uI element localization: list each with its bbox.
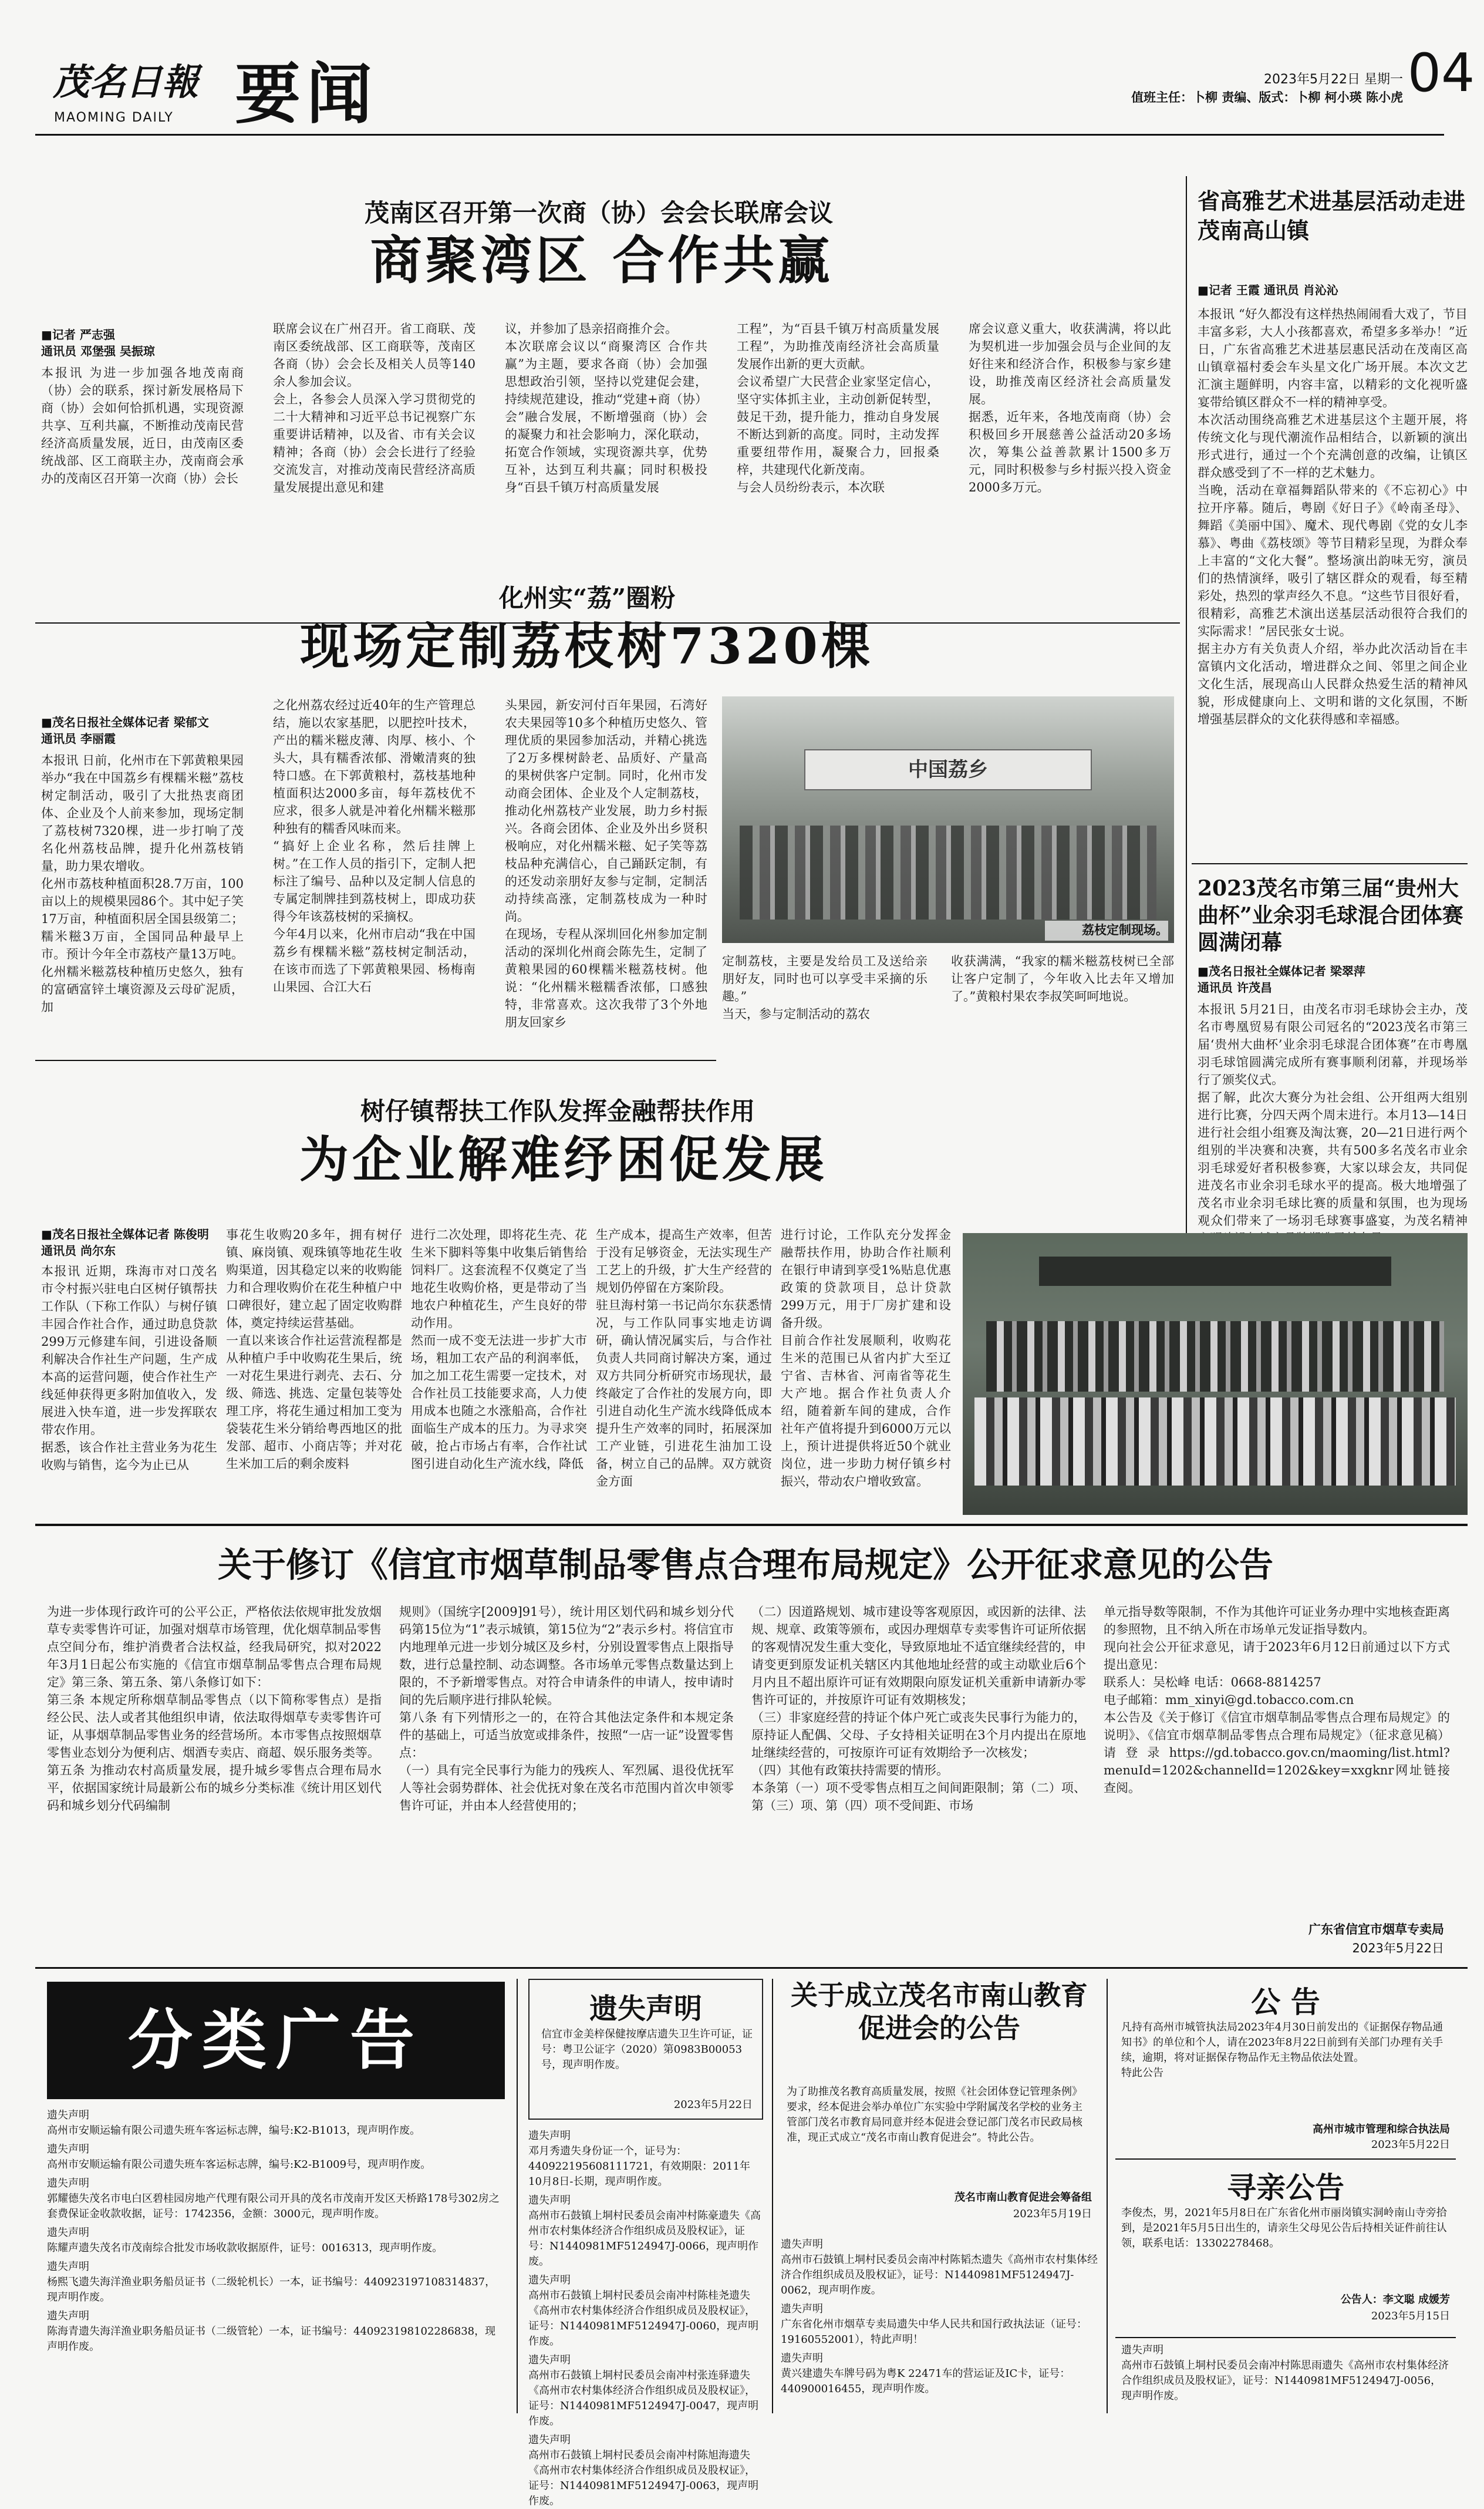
story2-col-1: 本报讯 日前，化州市在下郭黄粮果园举办“我在中国荔乡有棵糯米糍”荔枝树定制活动，吸引了大批热衷商团体、企业及个人前来参加，现场定制了荔枝树7320棵，进一步打响了茂名化州荔枝品牌，提升化州荔枝销量，助力果农增收。 化州市荔枝种植面积28.7万亩，100亩以上的规模果园86个。其中妃子笑17万亩，种植面积居全国县级第二；糯米糍3万亩，全国同品种最早上市。预计今年全市荔枝产量13万吨。化州糯米糍荔枝种植历史悠久，独有的富硒富锌土壤资源及云母矿泥质，加	[41, 753, 244, 1014]
photo-players-row2	[974, 1397, 1456, 1486]
announcement	[1115, 1979, 1456, 2155]
divider	[1115, 2337, 1456, 2338]
lost-notice-box	[528, 1979, 763, 2120]
divider	[1115, 2158, 1456, 2160]
story1-col-1: 本报讯 为进一步加强各地茂南商（协）会的联系，探讨新发展格局下商（协）会如何恰抓机遇，实现资源共享、互利共赢，不断推动茂南民营经济高质量发展，近日，由茂南区委统战部、区工商联主办，茂南商会承办的茂南区召开第一次商（协）会长	[41, 366, 244, 486]
column-divider	[1107, 1979, 1108, 2413]
story1-byline: ■记者 严志强 通讯员 邓堡强 吴振琼	[41, 328, 155, 358]
right-lost-notices	[781, 2237, 1098, 2413]
badminton-group-photo	[963, 1233, 1468, 1515]
tobacco-notice-col-1: 为进一步体现行政许可的公平公正，严格依法依规审批发放烟草专卖零售许可证，加强对烟草市场管理，优化烟草制品零售点空间分布，维护消费者合法权益，经我局研究，拟对2022年3月1日起公布实施的《信宜市烟草制品零售点合理布局规定》第三条、第五条、第八条修订如下： 第三条 本规定所称烟草制品零售点（以下简称零售点）是指经公民、法人或者其他组织申请，依法取得烟草专卖零售许可证，从事烟草制品零售业务的经营场所。本市零售点按照烟草零售业态划分为便利店、烟酒专卖店、商超、娱乐服务类等。 第五条 为推动农村高质量发展，提升城乡零售点合理布局水平，依据国家统计局最新公布的城乡分类标准《统计用区划代码和城乡划分代码编制	[47, 1605, 382, 1813]
lost-notice-date: 2023年5月22日	[673, 2099, 753, 2111]
lost-notice: 遗失声明 广东省化州市烟草专卖局遗失中华人民共和国行政执法证（证号：19160552001），特此声明！	[781, 2303, 1087, 2346]
section-title: 要闻	[235, 56, 378, 133]
edu-notice-text: 为了助推茂名教育高质量发展，按照《社会团体登记管理条例》要求，经本促进会举办单位广东实验中学附属茂名学校的业务主管部门茂名市教育局同意并经本促进会登记部门茂名市民政局核准，现正式成立“茂名市南山教育促进会”。特此公告。	[787, 2086, 1082, 2144]
story2-bottom-col-1: 定制荔枝，主要是发给员工及送给亲朋好友，同时也可以享受丰采摘的乐趣。” 当天，参与定制活动的荔农	[722, 954, 928, 1021]
lost-notice: 遗失声明 黄兴建遗失车牌号码为粤K 22471车的营运证及IC卡，证号：440900016455，现声明作废。	[781, 2352, 1071, 2395]
tobacco-notice-headline: 关于修订《信宜市烟草制品零售点合理布局规定》公开征求意见的公告	[217, 1545, 1273, 1585]
lost-notice: 遗失声明 高州市石鼓镇上垌村民委员会南冲村陈旭海遗失《高州市农村集体经济合作组织成员及股权证》，证号：N1440981MF5124947J-0063，现声明作废。	[528, 2434, 759, 2507]
story2-col-2: 之化州荔农经过近40年的生产管理总结，施以农家基肥，以肥控叶技术，产出的糯米糍皮薄、肉厚、核小、个头大，具有糯香浓郁、滑嫩清爽的独特口感。在下郭黄粮村，荔枝基地种植面积达2000多亩，每年荔枝优不应求，很多人就是冲着化州糯米糍那种独有的糯香风味而来。 “搞好上企业名称，然后挂牌上树。”在工作人员的指引下，定制人把标注了编号、品种以及定制人信息的专属定制牌挂到荔枝树上，即成功获得今年该荔枝树的采摘权。 今年4月以来，化州市启动“我在中国荔乡有棵糯米糍”荔枝树定制活动，在该市而选了下郭黄粮果园、杨梅南山果园、合江大石	[273, 698, 475, 994]
tobacco-notice-signature: 广东省信宜市烟草专卖局	[1308, 1922, 1444, 1937]
side1-headline: 省高雅艺术进基层活动走进茂南高山镇	[1198, 188, 1466, 244]
story1-kicker: 茂南区召开第一次商（协）会会长联席会议	[364, 198, 833, 227]
lost-notice: 遗失声明 邓月秀遗失身份证一个，证号为：440922195608111721，有效期限：2011年10月8日-长期，现声明作废。	[528, 2130, 750, 2188]
seek-notice-title: 寻亲公告	[1227, 2170, 1344, 2205]
edu-notice-date: 2023年5月19日	[1013, 2208, 1092, 2220]
divider	[1192, 863, 1468, 864]
story2-byline: ■茂名日报社全媒体记者 梁郁文 通讯员 李丽霞	[41, 715, 209, 746]
lost-notice: 遗失声明 高州市石鼓镇上垌村民委员会南冲村陈豪遗失《高州市农村集体经济合作组织成员及股权证》，证号：N1440981MF5124947J-0066，现声明作废。	[528, 2194, 761, 2268]
divider	[35, 1524, 1468, 1526]
lost-notice: 遗失声明 杨熙飞遗失海洋渔业职务船员证书（二级轮机长）一本，证书编号：440923197108314837，现声明作废。	[47, 2261, 496, 2303]
story3-col-5: 进行讨论，工作队充分发挥金融帮扶作用，协助合作社顺利在银行申请到享受1%贴息优惠政策的贷款项目，总计贷款299万元，用于厂房扩建和设备升级。 目前合作社发展顺利，收购花生米的范围已从省内扩大至辽宁省、吉林省、河南省等花生大产地。据合作社负责人介绍，随着新车间的建成，合作社年产值将提升到6000万元以上，预计进提供将近50个就业岗位，进一步助力树仔镇乡村振兴，带动农户增收致富。	[781, 1228, 951, 1488]
column-divider	[772, 1979, 773, 2413]
story2-bottom-col-2: 收获满满，“我家的糯米糍荔枝树已全部让客户定制了，今年收入比去年又增加了。”黄粮村果农李叔笑呵呵地说。	[951, 954, 1174, 1003]
story1-headline: 商聚湾区 合作共赢	[370, 230, 834, 291]
announcement-date: 2023年5月22日	[1371, 2138, 1450, 2151]
story2-kicker: 化州实“荔”圈粉	[498, 584, 676, 612]
side1-text: 本报讯 “好久都没有这样热热闹闹看大戏了，节目丰富多彩，大人小孩都喜欢，希望多多举办！”近日，广东省高雅艺术进基层惠民活动在茂南区高山镇章福村委会车头星文化广场开展。本次文艺汇演主题鲜明，内容丰富，以精彩的文化视听盛宴带给镇区群众不一样的精神享受。 本次活动围绕高雅艺术进基层这个主题开展，将传统文化与现代潮流作品相结合，以新颖的演出形式进行，通过一个个充满创意的改编，让镇区群众感受到了不一样的艺术魅力。 当晚，活动在章福舞蹈队带来的《不忘初心》中拉开序幕。随后，粤剧《好日子》《岭南圣母》、舞蹈《美丽中国》、魔术、现代粤剧《党的女儿李慕》、粤曲《荔枝颂》等节目精彩呈现，为群众奉上丰富的“文化大餐”。整场演出韵味无穷，演员们的热情演绎，吸引了辖区群众的观看，每至精彩处，热烈的掌声经久不息。“这些节目很好看，很精彩，高雅艺术演出送基层活动很符合我们的实际需求！”居民张女士说。 据主办方有关负责人介绍，举办此次活动旨在丰富镇内文化活动，增进群众之间、邻里之间企业文化生活，展现高山人民群众热爱生活的精神风貌，形成健康向上、文明和谐的文化氛围，不断增强基层群众的文化获得感和幸福感。	[1198, 307, 1468, 726]
seek-notice-text: 李俊杰，男，2021年5月8日在广东省化州市丽岗镇实洞岭南山寺旁拾到，是2021年5月5日出生的，请亲生父母见公告后持相关证件前往认领，联系电话：13302278468。	[1121, 2207, 1447, 2249]
story3-byline: ■茂名日报社全媒体记者 陈俊明 通讯员 尚尔东	[41, 1227, 209, 1258]
story2-col-3: 头果园，新安河付百年果园，石湾好农夫果园等10多个种植历史悠久、管理优质的果园参加活动，并精心挑选了2万多棵树龄老、品质好、产量高的果树供客户定制。同时，化州市发动商会团体、企业及个人定制荔枝，推动化州荔枝产业发展，助力乡村振兴。各商会团体、企业及外出乡贤积极响应，对化州糯米糍、妃子笑等荔枝品种充满信心，自己踊跃定制，有的还发动亲朋好友参与定制，定制活动持续高涨，定制荔枝成为一种时尚。 在现场，专程从深圳回化州参加定制活动的深圳化州商会陈先生，定制了黄粮果园的60棵糯米糍荔枝树。他说：“化州糯米糍糯香浓郁，口感独特，非常喜欢。这次我带了3个外地朋友回家乡	[505, 698, 707, 1029]
paper-logo: 茂名日報	[53, 60, 199, 103]
tobacco-notice-date: 2023年5月22日	[1352, 1941, 1444, 1955]
photo-banner-sign	[1039, 1257, 1391, 1286]
story2-headline: 现场定制荔枝树7320棵	[300, 617, 874, 675]
classified-banner: 分类广告	[47, 1982, 505, 2099]
announcement-title: 公 告	[1251, 1985, 1320, 2019]
story3-col-1: 本报讯 近期，珠海市对口茂名市令村振兴驻电白区树仔镇帮扶工作队（下称工作队）与树仔镇丰园合作社合作，通过助息贷款299万元修建车间，引进设备顺利解决合作社生产问题，生产成本高的运营问题，使合作社生产线延伸获得更多附加值收入，发展进入快车道，进一步发挥联农带农作用。 据悉，该合作社主营业务为花生收购与销售，迄今为止已从	[41, 1264, 217, 1472]
masthead	[0, 0, 1484, 135]
lost-notice: 遗失声明 陈耀声遗失茂名市茂南综合批发市场收款收据原件，证号：0016313，现声明作废。	[47, 2227, 443, 2254]
lost-notice: 遗失声明 高州市石鼓镇上垌村民委员会南冲村陈韬杰遗失《高州市农村集体经济合作组织成员及股权证》，证号：N1440981MF5124947J-0062，现声明作废。	[781, 2238, 1098, 2296]
announcement-signature: 高州市城市管理和综合执法局	[1313, 2123, 1450, 2136]
side2-headline: 2023茂名市第三届“贵州大曲杯”业余羽毛球混合团体赛圆满闭幕	[1198, 876, 1463, 955]
lost-notice: 遗失声明 高州市安顺运输有限公司遗失班车客运标志牌，编号:K2-B1009号，现声明作废。	[47, 2143, 431, 2171]
photo-players-row1	[986, 1321, 1444, 1392]
story3-headline: 为企业解难纾困促发展	[299, 1130, 828, 1188]
edu-notice	[781, 1979, 1098, 2231]
divider	[35, 1060, 716, 1061]
seek-relatives-notice	[1115, 2164, 1456, 2335]
side2-text: 本报讯 5月21日，由茂名市羽毛球协会主办，茂名市粤凰贸易有限公司冠名的“2023茂名市第三届‘贵州大曲杯’业余羽毛球混合团体赛”在市粤凰羽毛球馆圆满完成所有赛事顺利闭幕，并现场举行了颁奖仪式。 据了解，此次大赛分为社会组、公开组两大组别进行比赛，分四天两个周末进行。本月13—14日进行社会组小组赛及淘汰赛，20—21日进行两个组别的半决赛和决赛，共有500多名茂名市业余羽毛球爱好者积极参赛，大家以球会友，共同促进茂名市业余羽毛球水平的提高。极大地增强了茂名市业余羽毛球比赛的质量和氛围，也为现场观众们带来了一场羽毛球赛事盛宴，为茂名精神	[1198, 1002, 1468, 1228]
story1-col-4: 工程”，为“百县千镇万村高质量发展工程”，为助推茂南经济社会高质量发展作出新的更大贡献。 会议希望广大民营企业家坚定信心，坚守实体抓主业，主动创新促转型，鼓足干劲，提升能力，推动自身发展不断达到新的高度。同时，主动发挥重要纽带作用，凝聚合力，回报桑梓，共建现代化新茂南。 与会人员纷纷表示，本次联	[737, 322, 939, 494]
photo-caption: 荔枝定制现场。	[1045, 921, 1168, 941]
page-number: 04	[1407, 42, 1475, 104]
side2-byline: ■茂名日报社全媒体记者 梁翠萍 通讯员 许茂昌	[1198, 964, 1365, 995]
tobacco-notice-col-3: （二）因道路规划、城市建设等客观原因，或因新的法律、法规、规章、政策等颁布，或因办理烟草专卖零售许可证所依据的客观情况发生重大变化，导致原地址不适宜继续经营的，申请变更到原发证机关辖区内其他地址经营的或主动歇业后6个月内且不超出原许可证有效期限向原发证机关重新申请新办零售许可证的，并按原许可证有效期核发； （三）非家庭经营的持证个体户死亡或丧失民事行为能力的，原持证人配偶、父母、子女持相关证明在3个月内提出在原地址继续经营的，可按原许可证有效期给予一次核发； （四）其他有政策扶持需要的情形。 本条第（一）项不受零售点相互之间间距限制；第（二）项、第（三）项、第（四）项不受间距、市场	[751, 1605, 1086, 1813]
story1-col-2: 联席会议在广州召开。省工商联、茂南区委统战部、区工商联等，茂南区各商（协）会会长及相关人员等140余人参加会议。 会上，各参会人员深入学习贯彻党的二十大精神和习近平总书记视察广东重要讲话精神，以及省、市有关会议精神；各商（协）会会长进行了经验交流发言，对推动茂南民营经济高质量发展提出意见和建	[273, 322, 475, 494]
edu-notice-title: 关于成立茂名市南山教育促进会的公告	[791, 1979, 1088, 2044]
tobacco-notice-col-4: 单元指导数等限制，不作为其他许可证业务办理中实地核查距离的参照物，且不纳入所在市场单元发证指导数内。 现向社会公开征求意见，请于2023年6月12日前通过以下方式提出意见： 联系人：吴松峰 电话：0668-8814257 电子邮箱：mm_xinyi@gd.tobacco.com.cn 本公告及《关于修订《信宜市烟草制品零售点合理布局规定》的说明》、《信宜市烟草制品零售点合理布局规定》（征求意见稿）请登录https://gd.tobacco.gov.cn/maoming/list.html?menuId=1202&channelId=1202&key=xxgknr网址链接查阅。	[1104, 1605, 1450, 1795]
edu-notice-signature: 茂名市南山教育促进会筹备组	[955, 2191, 1092, 2204]
side1-byline: ■记者 王霞 通讯员 肖沁沁	[1198, 283, 1338, 297]
mid-lost-notices	[528, 2129, 763, 2507]
story3-col-3: 进行二次处理，即将花生壳、花生米下脚料等集中收集后销售给饲料厂。这套流程不仅奠定了当地花生收购价格，更是带动了当地农户种植花生，产生良好的带动作用。 然而一成不变无法进一步扩大市场，粗加工农产品的利润率低，加之加工花生需要一定技术，对合作社员工技能要求高，人力使用成本也随之水涨船高，合作社面临生产成本的压力。为寻求突破，抢占市场占有率，合作社试图引进自动化生产流水线，降低	[411, 1228, 587, 1471]
story1-col-5: 席会议意义重大，收获满满，将以此为契机进一步加强会员与企业间的友好往来和经济合作，积极参与家乡建设，助推茂南区经济社会高质量发展。 据悉，近年来，各地茂南商（协）会积极回乡开展慈善公益活动20多场次，筹集公益善款累计1500多万元，同时积极参与乡村振兴投入资金2000多万元。	[969, 322, 1171, 494]
seek-notice-date: 2023年5月15日	[1371, 2310, 1450, 2322]
lost-notice: 遗失声明 高州市石鼓镇上垌村民委员会南冲村陈桂尧遗失《高州市农村集体经济合作组织成员及股权证》，证号：N1440981MF5124947J-0060，现声明作废。	[528, 2274, 759, 2348]
paper-name-en: MAOMING DAILY	[54, 110, 174, 125]
duty-editors: 值班主任：卜柳 责编、版式：卜柳 柯小瑛 陈小虎	[1131, 90, 1403, 105]
lost-notice: 遗失声明 高州市石鼓镇上垌村民委员会南冲村张连驿遗失《高州市农村集体经济合作组织成员及股权证》，证号：N1440981MF5124947J-0047，现声明作废。	[528, 2354, 759, 2427]
lychee-event-photo	[722, 696, 1174, 943]
lost-notice: 遗失声明 高州市安顺运输有限公司遗失班车客运标志牌，编号:K2-B1013，现声明作废。	[47, 2109, 421, 2137]
story3-col-2: 事花生收购20多年，拥有树仔镇、麻岗镇、观珠镇等地花生收购渠道，因其稳定以来的收购能力和合理收购价在花生种植户中口碑很好，建立起了固定收购群体，奠定持续运营基础。 一直以来该合作社运营流程都是从种植户手中收购花生果后，统一对花生果进行剥壳、去石、分级、筛选、挑选、定量包装等处理工序，将花生通过相加工变为袋装花生米分销给粤西地区的批发部、超市、小商店等；并对花生米加工后的剩余废料	[226, 1228, 402, 1471]
divider	[35, 1967, 1468, 1969]
seek-notice-signature: 公告人：李文聪 成媛芳	[1340, 2294, 1450, 2306]
lost-notice-text: 信宜市金美梓保健按摩店遗失卫生许可证，证号：粤卫公证字（2020）第0983B00053号，现声明作废。	[541, 2028, 753, 2071]
photo-banner: 中国荔乡	[804, 749, 1092, 790]
column-divider	[517, 1979, 518, 2413]
lost-notice: 遗失声明 陈海青遗失海洋渔业职务船员证书（二级管轮）一本，证书编号：440923198102286838，现声明作废。	[47, 2310, 496, 2353]
announcement-text: 凡持有高州市城管执法局2023年4月30日前发出的《证据保存物品通知书》的单位和个人，请在2023年8月22日前到有关部门办理有关手续，逾期，将对证据保存物品作无主物品依法处置。 特此公告	[1121, 2021, 1443, 2079]
story3-col-4: 生产成本，提高生产效率，但苦于没有足够资金，无法实现生产工艺上的升级，扩大生产经营的规划仍停留在方案阶段。 驻旦海村第一书记尚尔东获悉情况，与工作队同事实地走访调研，确认情况属实后，与合作社负责人共同商讨解决方案，通过双方共同分析研究市场现状，最终敲定了合作社的发展方向，即引进自动化生产流水线降低成本提升生产效率的同时，拓展深加工产业链，引进花生油加工设备，树立自己的品牌。双方就资金方面	[596, 1228, 772, 1488]
left-lost-notices	[47, 2108, 505, 2413]
issue-date: 2023年5月22日 星期一	[1264, 72, 1403, 87]
story1-col-3: 议，并参加了恳亲招商推介会。 本次联席会议以“商聚湾区 合作共赢”为主题，要求各商（协）会加强思想政治引领，坚持以党建促会建，持续规范建设，推动“党建+商（协）会”融合发展，不断增强商（协）会的凝聚力和社会影响力，深化联动，拓宽合作领域，实现资源共享，优势互补，达到互利共赢；同时积极投身“百县千镇万村高质量发展	[505, 322, 707, 494]
lost-notice: 遗失声明 郭耀德失茂名市电白区碧桂园房地产代理有限公司开具的茂名市茂南开发区天桥路178号302房之套费保证金收款收据，证号：1742356，金额：3000元，现声明作废。	[47, 2177, 500, 2220]
photo-crowd	[740, 826, 1156, 920]
lost-notice: 遗失声明 高州市石鼓镇上垌村民委员会南冲村陈思雨遗失《高州市农村集体经济合作组织成员及股权证》，证号：N1440981MF5124947J-0056，现声明作废。	[1121, 2344, 1449, 2402]
masthead-rule	[35, 134, 1444, 136]
tobacco-notice-col-2: 规则》（国统字[2009]91号），统计用区划代码和城乡划分代码第15位为“1”表示城镇，第15位为“2”表示乡村。将信宜市内地理单元进一步划分城区及乡村，分别设置零售点上限指导数，进行总量控制、动态调整。各市场单元零售点数量达到上限的，不予新增零售点。对符合申请条件的申请人，按申请时间的先后顺序进行排队轮候。 第八条 有下列情形之一的，在符合其他法定条件和本规定条件的基础上，可适当放宽或排条件，按照“一店一证”设置零售点： （一）具有完全民事行为能力的残疾人、军烈属、退役优抚军人等社会弱势群体、社会优抚对象在茂名市范围内首次申领零售许可证，并由本人经营使用的；	[399, 1605, 734, 1813]
lost-notice-title: 遗失声明	[589, 1992, 702, 2025]
story3-kicker: 树仔镇帮扶工作队发挥金融帮扶作用	[360, 1097, 755, 1126]
